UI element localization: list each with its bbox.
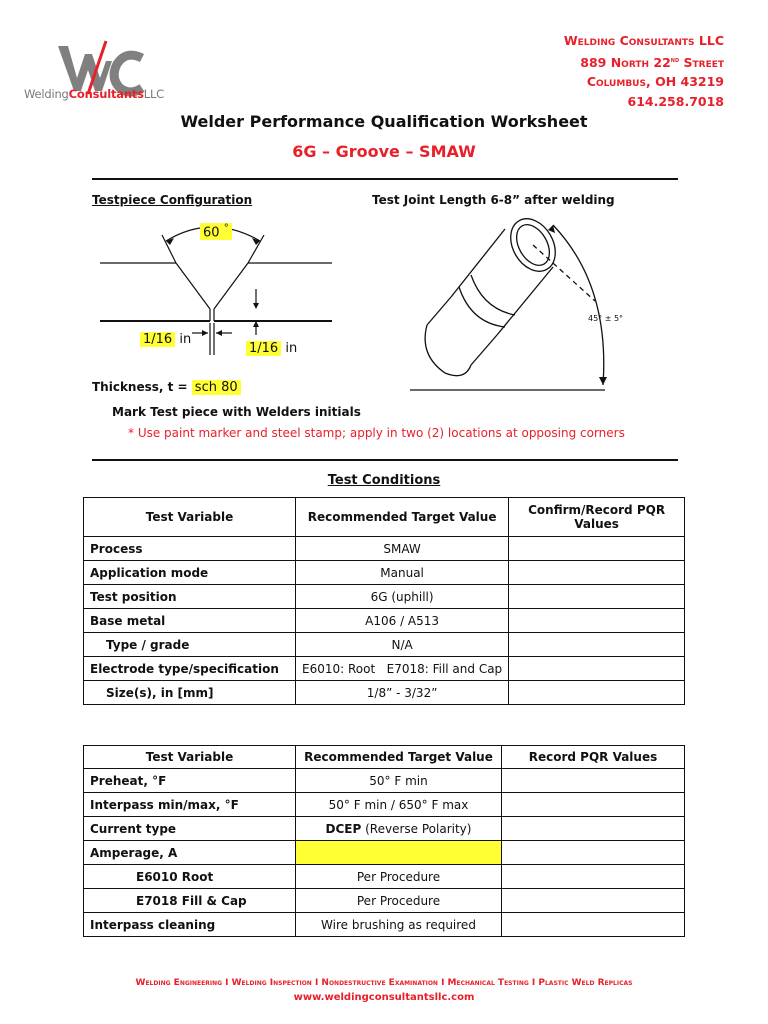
footer-url[interactable]: www.weldingconsultantsllc.com xyxy=(293,992,475,1003)
thickness-value: sch 80 xyxy=(192,380,241,395)
table-row: Type / grade N/A xyxy=(84,633,685,657)
header-target-value: Recommended Target Value xyxy=(296,746,502,769)
footer-services: Welding Engineering I Welding Inspection I Nondestructive Examination I Mechanical Testing I Plastic Weld Replicas xyxy=(135,978,633,988)
company-name: Welding Consultants LLC xyxy=(563,33,724,48)
table-row: Interpass cleaning Wire brushing as required xyxy=(84,913,685,937)
pqr-input-cell[interactable] xyxy=(509,585,685,609)
table-row: Process SMAW xyxy=(84,537,685,561)
table-row: Electrode type/specification E6010: Root E7018: Fill and Cap xyxy=(84,657,685,681)
pqr-input-cell[interactable] xyxy=(509,657,685,681)
mark-instruction: Mark Test piece with Welders initials xyxy=(112,405,361,419)
logo-word-llc: LLC xyxy=(143,87,164,101)
table-row: Current type DCEP (Reverse Polarity) xyxy=(84,817,685,841)
root-gap-callout: 1/16 in xyxy=(140,332,191,347)
test-joint-length-label: Test Joint Length 6-8” after welding xyxy=(372,193,615,207)
thickness-row: Thickness, t = sch 80 xyxy=(92,380,241,395)
table-row: E7018 Fill & Cap Per Procedure xyxy=(84,889,685,913)
pqr-input-cell[interactable] xyxy=(509,681,685,705)
table-row: Base metal A106 / A513 xyxy=(84,609,685,633)
table-row: Interpass min/max, °F 50° F min / 650° F max xyxy=(84,793,685,817)
pqr-input-cell[interactable] xyxy=(502,769,685,793)
pqr-input-cell[interactable] xyxy=(502,817,685,841)
pqr-input-cell[interactable] xyxy=(509,561,685,585)
table-row: Test position 6G (uphill) xyxy=(84,585,685,609)
testpiece-config-label: Testpiece Configuration xyxy=(92,193,253,207)
phone-number: 614.258.7018 xyxy=(627,93,724,109)
divider xyxy=(92,178,678,180)
table-row: Amperage, A xyxy=(84,841,685,865)
bevel-angle-value: 60 ° xyxy=(200,223,232,240)
header-target-value: Recommended Target Value xyxy=(296,498,509,537)
table-row: Application mode Manual xyxy=(84,561,685,585)
test-conditions-title: Test Conditions xyxy=(327,473,441,488)
header-pqr-values: Confirm/Record PQR Values xyxy=(509,498,685,537)
table-row: E6010 Root Per Procedure xyxy=(84,865,685,889)
table-row: Preheat, °F 50° F min xyxy=(84,769,685,793)
header-test-variable: Test Variable xyxy=(84,746,296,769)
pqr-input-cell[interactable] xyxy=(502,841,685,865)
divider xyxy=(92,459,678,461)
pqr-input-cell[interactable] xyxy=(502,865,685,889)
page-subtitle: 6G – Groove – SMAW xyxy=(292,142,476,161)
pqr-input-cell[interactable] xyxy=(509,609,685,633)
company-address xyxy=(564,31,724,111)
logo-word-consultants: Consultants xyxy=(68,87,144,101)
table-row: Size(s), in [mm] 1/8” - 3/32” xyxy=(84,681,685,705)
pipe-6g-position-diagram xyxy=(405,205,660,395)
logo-word-welding: Welding xyxy=(24,87,69,101)
table-header-row xyxy=(84,498,685,537)
header-pqr-values: Record PQR Values xyxy=(502,746,685,769)
pqr-input-cell[interactable] xyxy=(502,913,685,937)
pipe-angle-label: 45° ± 5° xyxy=(588,314,624,323)
table-header-row xyxy=(84,746,685,769)
pqr-input-cell[interactable] xyxy=(509,633,685,657)
electrical-conditions-table xyxy=(83,745,685,937)
test-conditions-table xyxy=(83,497,685,705)
city-state-zip: Columbus, OH 43219 xyxy=(586,74,724,90)
pqr-input-cell[interactable] xyxy=(502,793,685,817)
page-title: Welder Performance Qualification Worksheet xyxy=(180,112,588,131)
root-land-callout: 1/16 in xyxy=(246,341,297,356)
header-test-variable: Test Variable xyxy=(84,498,296,537)
pqr-input-cell[interactable] xyxy=(502,889,685,913)
mark-note: * Use paint marker and steel stamp; apply in two (2) locations at opposing corners xyxy=(128,426,625,440)
amperage-highlight-cell xyxy=(296,841,502,865)
pqr-input-cell[interactable] xyxy=(509,537,685,561)
street-address: 889 North 22nd Street xyxy=(580,54,724,70)
logo-wordmark xyxy=(24,87,164,101)
